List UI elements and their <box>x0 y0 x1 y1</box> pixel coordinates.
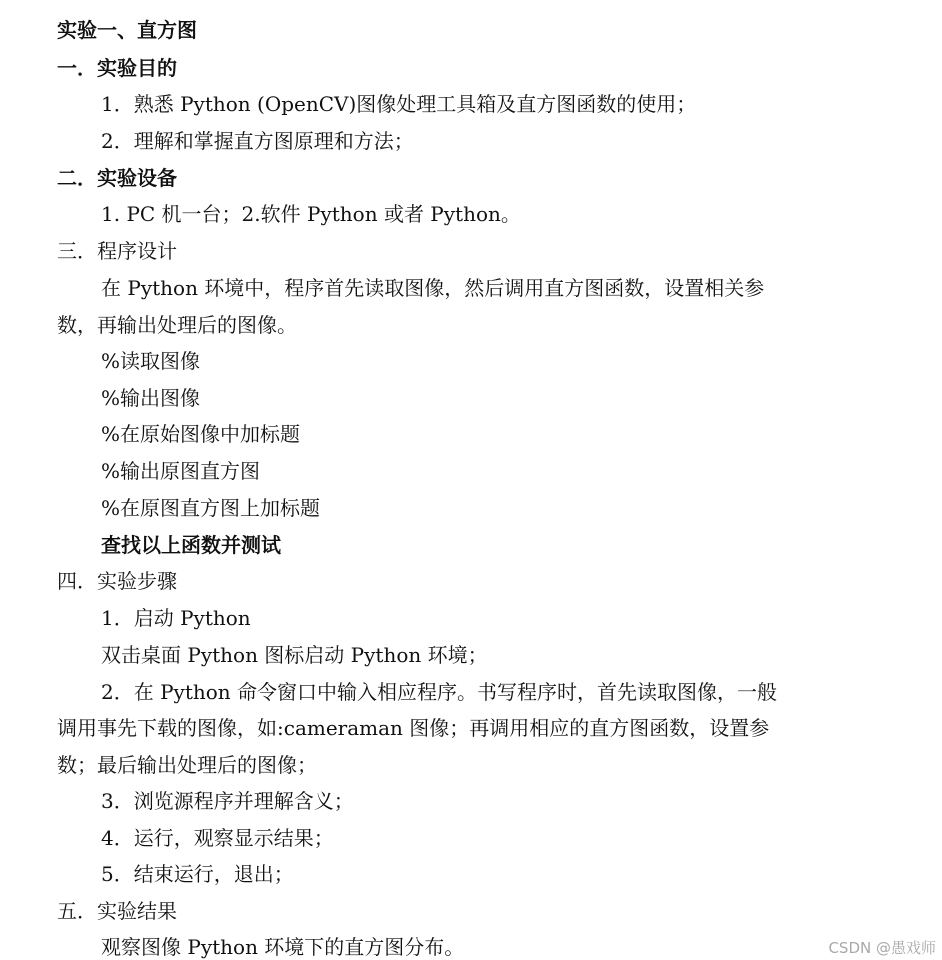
section-heading-equipment: 二．实验设备 <box>57 166 177 190</box>
watermark: CSDN @愚戏师 <box>828 939 936 957</box>
step-5: 5．结束运行，退出； <box>101 862 294 886</box>
section-heading-results: 五．实验结果 <box>57 899 177 923</box>
bold-note: 查找以上函数并测试 <box>101 533 281 557</box>
purpose-item-2: 2．理解和掌握直方图原理和方法； <box>101 129 414 153</box>
comment-add-title-histogram: %在原图直方图上加标题 <box>101 496 321 520</box>
program-design-paragraph-line-1: 在 Python 环境中，程序首先读取图像，然后调用直方图函数，设置相关参 <box>101 276 765 300</box>
comment-read-image: %读取图像 <box>101 349 201 373</box>
step-1: 1．启动 Python <box>101 606 251 630</box>
step-2-line-1: 2．在 Python 命令窗口中输入相应程序。书写程序时，首先读取图像，一般 <box>101 680 778 704</box>
equipment-text: 1. PC 机一台；2.软件 Python 或者 Python。 <box>101 202 521 226</box>
document-title: 实验一、直方图 <box>57 18 197 42</box>
step-4: 4．运行，观察显示结果； <box>101 826 334 850</box>
program-design-paragraph-line-2: 数，再输出处理后的图像。 <box>57 313 297 337</box>
results-text: 观察图像 Python 环境下的直方图分布。 <box>101 935 465 959</box>
comment-output-histogram: %输出原图直方图 <box>101 459 261 483</box>
step-1-description: 双击桌面 Python 图标启动 Python 环境； <box>101 643 488 667</box>
comment-output-image: %输出图像 <box>101 386 201 410</box>
step-2-line-3: 数；最后输出处理后的图像； <box>57 753 317 777</box>
section-heading-program-design: 三．程序设计 <box>57 239 177 263</box>
section-heading-purpose: 一．实验目的 <box>57 56 177 80</box>
step-2-line-2: 调用事先下载的图像，如:cameraman 图像；再调用相应的直方图函数，设置参 <box>57 716 770 740</box>
section-heading-steps: 四．实验步骤 <box>57 569 177 593</box>
step-3: 3．浏览源程序并理解含义； <box>101 789 354 813</box>
purpose-item-1: 1．熟悉 Python (OpenCV)图像处理工具箱及直方图函数的使用； <box>101 92 697 116</box>
comment-add-title-original: %在原始图像中加标题 <box>101 422 301 446</box>
